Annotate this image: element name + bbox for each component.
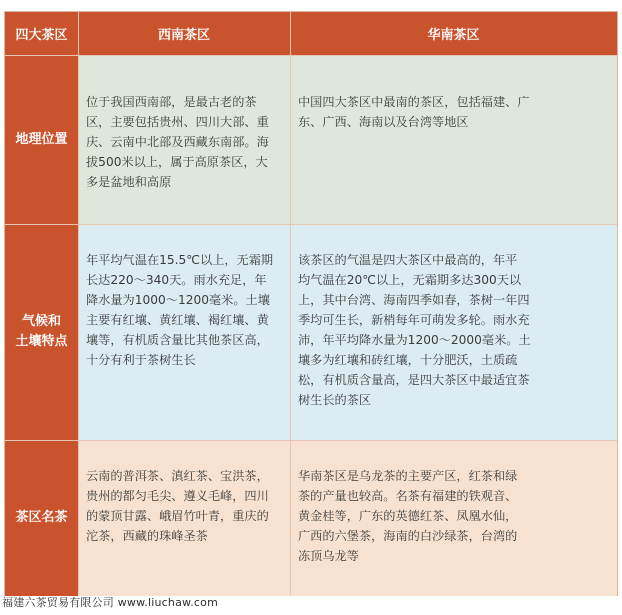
row-label-climate-soil: 气候和 土壤特点 — [5, 224, 78, 440]
tea-regions-table — [4, 11, 618, 596]
grid-line-horizontal — [5, 55, 617, 56]
row-climate-soil — [5, 224, 617, 440]
geography-southwest: 位于我国西南部，是最古老的茶 区，主要包括贵州、四川大部、重 庆、云南中北部及西藏东南部。海 拔500米以上，属于高原茶区，大 多是盆地和高原 — [78, 55, 290, 224]
grid-line-vertical — [78, 12, 79, 595]
row-geography — [5, 55, 617, 224]
teas-southchina: 华南茶区是乌龙茶的主要产区，红茶和绿 茶的产量也较高。名茶有福建的铁观音、 黄金桂等，广东的英德红茶、凤凰水仙， 广西的六堡茶，海南的白沙绿茶，台湾的 冻顶乌龙等 — [290, 440, 617, 596]
header-region-label: 四大茶区 — [5, 12, 78, 55]
header-southwest: 西南茶区 — [78, 12, 290, 55]
grid-line-horizontal — [5, 440, 617, 441]
header-southchina: 华南茶区 — [290, 12, 617, 55]
footer-watermark: 福建六茶贸易有限公司 www.liuchaw.com — [2, 596, 218, 609]
geography-southchina: 中国四大茶区中最南的茶区，包括福建、广 东、广西、海南以及台湾等地区 — [290, 55, 617, 224]
row-label-famous-teas: 茶区名茶 — [5, 440, 78, 596]
grid-line-vertical — [290, 12, 291, 595]
climate-southwest: 年平均气温在15.5℃以上，无霜期 长达220～340天。雨水充足，年 降水量为1000～1200毫米。土壤 主要有红壤、黄红壤、褐红壤、黄 壤等，有机质含量比其他茶区高， 十分有利于茶树生长 — [78, 224, 290, 440]
teas-southwest: 云南的普洱茶、滇红茶、宝洪茶， 贵州的都匀毛尖、遵义毛峰，四川 的蒙顶甘露、峨眉竹叶青，重庆的 沱茶，西藏的珠峰圣茶 — [78, 440, 290, 596]
climate-southchina: 该茶区的气温是四大茶区中最高的，年平 均气温在20℃以上，无霜期多达300天以 上，其中台湾、海南四季如春，茶树一年四 季均可生长，新梢每年可萌发多轮。雨水充 沛，年平均降水量为1200～2000毫米。土 壤多为红壤和砖红壤，十分肥沃，土质疏 松，有机质含量高，是四大茶区中最适宜茶 树生长的茶区 — [290, 224, 617, 440]
row-famous-teas — [5, 440, 617, 596]
row-label-geography: 地理位置 — [5, 55, 78, 224]
grid-line-horizontal — [5, 224, 617, 225]
header-row — [5, 12, 617, 55]
